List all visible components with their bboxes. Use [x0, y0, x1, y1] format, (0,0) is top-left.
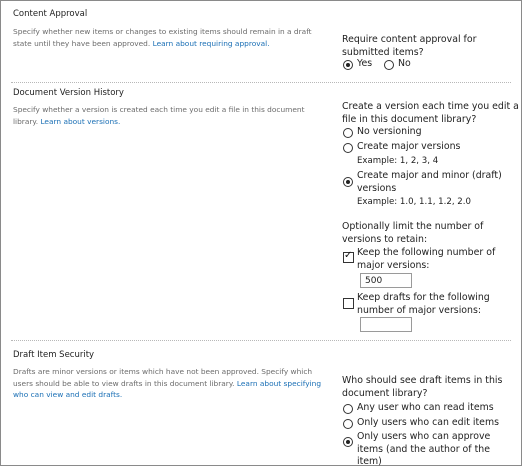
no-versioning-label: No versioning	[357, 126, 422, 137]
any-reader-label: Any user who can read items	[357, 402, 494, 413]
major-minor-versions-example: Example: 1.0, 1.1, 1.2, 2.0	[357, 197, 471, 207]
major-versions-example: Example: 1, 2, 3, 4	[357, 156, 439, 166]
content-approval-question: Require content approval for submitted items?	[342, 34, 477, 58]
version-history-description	[13, 104, 313, 127]
major-versions-count-input[interactable]: 500	[360, 273, 412, 288]
approval-no-label: No	[398, 58, 411, 69]
version-history-title: Document Version History	[13, 88, 124, 98]
draft-security-description	[13, 366, 331, 401]
approval-yes-label: Yes	[357, 58, 373, 69]
content-approval-title: Content Approval	[13, 9, 88, 19]
keep-major-versions-checkbox[interactable]	[343, 252, 354, 263]
keep-major-versions-label: Keep the following number of major versions:	[357, 247, 496, 271]
learn-about-drafts-link[interactable]: Learn about specifying who can view and edit drafts.	[13, 378, 322, 399]
editors-only-label: Only users who can edit items	[357, 417, 499, 428]
no-versioning-radio[interactable]	[343, 128, 353, 138]
approval-yes-radio[interactable]	[343, 60, 353, 70]
learn-about-versions-link[interactable]: Learn about versions.	[40, 116, 121, 126]
major-versions-radio[interactable]	[343, 143, 353, 153]
limit-versions-question: Optionally limit the number of versions to retain:	[342, 221, 484, 245]
approval-no-radio[interactable]	[384, 60, 394, 70]
editors-only-radio[interactable]	[343, 419, 353, 429]
keep-draft-versions-checkbox[interactable]	[343, 298, 354, 309]
version-question: Create a version each time you edit a file in this document library?	[342, 101, 519, 125]
checkmark-icon: ✓	[344, 250, 353, 261]
section-divider	[11, 82, 511, 83]
learn-about-approval-link[interactable]: Learn about requiring approval.	[152, 38, 270, 48]
any-reader-radio[interactable]	[343, 404, 353, 414]
draft-visibility-question: Who should see draft items in this document library?	[342, 375, 503, 399]
content-approval-description	[13, 26, 313, 49]
section-divider	[11, 340, 511, 341]
version-history-description-text: Specify whether a version is created each time you edit a file in this document library.	[13, 105, 305, 126]
major-minor-versions-radio[interactable]	[343, 177, 353, 187]
major-minor-versions-label: Create major and minor (draft) versions	[357, 170, 502, 194]
major-versions-label: Create major versions	[357, 141, 461, 152]
approvers-only-radio[interactable]	[343, 437, 353, 447]
draft-versions-count-input[interactable]	[360, 317, 412, 332]
keep-draft-versions-label: Keep drafts for the following number of major versions:	[357, 292, 490, 316]
draft-security-description-text: Drafts are minor versions or items which have not been approved. Specify which users should be able to view drafts in this document library.	[13, 367, 313, 388]
approvers-only-label: Only users who can approve items (and the author of the item)	[357, 431, 491, 467]
draft-security-title: Draft Item Security	[13, 350, 95, 360]
content-approval-description-text: Specify whether new items or changes to existing items should remain in a draft state until they have been approved.	[13, 27, 312, 48]
